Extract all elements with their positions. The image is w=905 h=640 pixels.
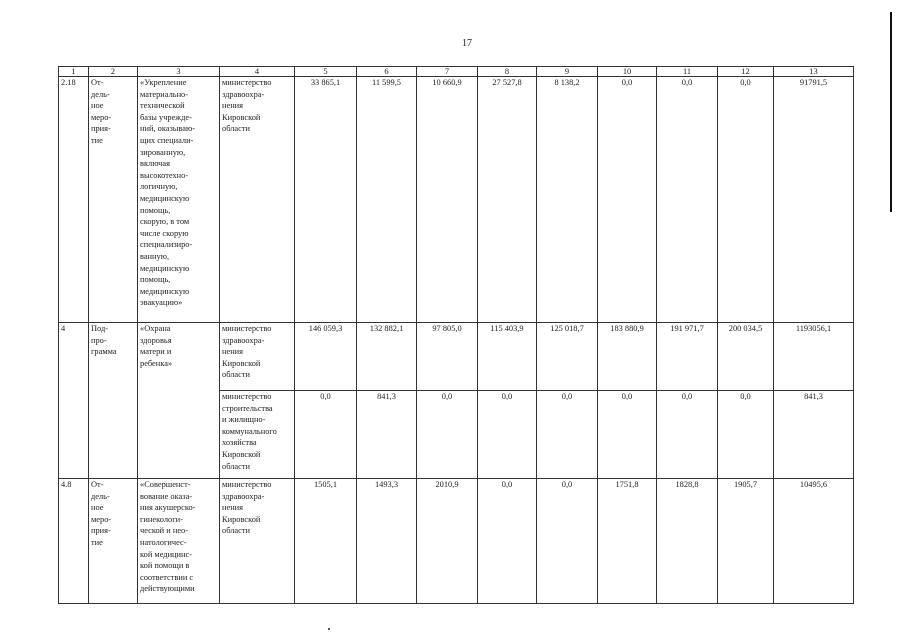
column-number: 4 (220, 67, 295, 77)
value-cell: 0,0 (657, 391, 718, 479)
column-number: 5 (295, 67, 357, 77)
value-cell: 1905,7 (718, 479, 774, 604)
value-cell: 0,0 (657, 77, 718, 323)
program-funding-table (58, 66, 854, 604)
value-cell: 10 660,9 (417, 77, 478, 323)
value-cell: 11 599,5 (357, 77, 417, 323)
row-number: 4 (59, 323, 89, 479)
measure-type: От- дель- ное меро- прия- тие (89, 479, 138, 604)
column-number: 9 (537, 67, 598, 77)
column-number: 10 (598, 67, 657, 77)
value-cell: 125 018,7 (537, 323, 598, 391)
column-number-row (59, 67, 854, 77)
measure-type: Под- про- грамма (89, 323, 138, 479)
row-number: 4.8 (59, 479, 89, 604)
value-cell: 1751,8 (598, 479, 657, 604)
measure-name: «Совершенст- вование оказа- ния акушерско- гинекологи- ческой и нео- натологичес- кой медицинс- кой помощи в соответствии с действующими (138, 479, 220, 604)
column-number: 7 (417, 67, 478, 77)
total-cell: 841,3 (774, 391, 854, 479)
value-cell: 0,0 (537, 479, 598, 604)
executor: министерство здравоохра- нения Кировской области (220, 77, 295, 323)
value-cell: 27 527,8 (478, 77, 537, 323)
value-cell: 183 880,9 (598, 323, 657, 391)
page-edge-mark (890, 12, 892, 212)
page-number: 17 (462, 38, 472, 49)
column-number: 13 (774, 67, 854, 77)
executor: министерство здравоохра- нения Кировской области (220, 479, 295, 604)
value-cell: 0,0 (718, 77, 774, 323)
value-cell: 1828,8 (657, 479, 718, 604)
value-cell: 132 882,1 (357, 323, 417, 391)
column-number: 12 (718, 67, 774, 77)
value-cell: 0,0 (537, 391, 598, 479)
value-cell: 1493,3 (357, 479, 417, 604)
scan-speck (328, 628, 330, 630)
total-cell: 10495,6 (774, 479, 854, 604)
column-number: 3 (138, 67, 220, 77)
column-number: 1 (59, 67, 89, 77)
value-cell: 8 138,2 (537, 77, 598, 323)
measure-name: «Укрепление материально- технической базы учрежде- ний, оказываю- щих специали- зированную, включая высокотехно- логичную, медицинскую помощь, скорую, в том числе скорую специализиро- ванную, медицинскую помощь, медицинскую эвакуацию» (138, 77, 220, 323)
value-cell: 841,3 (357, 391, 417, 479)
column-number: 6 (357, 67, 417, 77)
total-cell: 91791,5 (774, 77, 854, 323)
value-cell: 0,0 (598, 77, 657, 323)
table-row (59, 323, 854, 391)
value-cell: 33 865,1 (295, 77, 357, 323)
column-number: 11 (657, 67, 718, 77)
measure-name: «Охрана здоровья матери и ребенка» (138, 323, 220, 479)
value-cell: 97 805,0 (417, 323, 478, 391)
value-cell: 0,0 (718, 391, 774, 479)
value-cell: 0,0 (295, 391, 357, 479)
value-cell: 2010,9 (417, 479, 478, 604)
row-number: 2.18 (59, 77, 89, 323)
value-cell: 0,0 (417, 391, 478, 479)
value-cell: 200 034,5 (718, 323, 774, 391)
executor: министерство здравоохра- нения Кировской области (220, 323, 295, 391)
column-number: 2 (89, 67, 138, 77)
value-cell: 191 971,7 (657, 323, 718, 391)
value-cell: 0,0 (478, 479, 537, 604)
value-cell: 115 403,9 (478, 323, 537, 391)
total-cell: 1193056,1 (774, 323, 854, 391)
executor: министерство строительства и жилищно- коммунального хозяйства Кировской области (220, 391, 295, 479)
value-cell: 0,0 (598, 391, 657, 479)
column-number: 8 (478, 67, 537, 77)
value-cell: 1505,1 (295, 479, 357, 604)
table-row (59, 479, 854, 604)
value-cell: 146 059,3 (295, 323, 357, 391)
measure-type: От- дель- ное меро- прия- тие (89, 77, 138, 323)
value-cell: 0,0 (478, 391, 537, 479)
table-row (59, 77, 854, 323)
